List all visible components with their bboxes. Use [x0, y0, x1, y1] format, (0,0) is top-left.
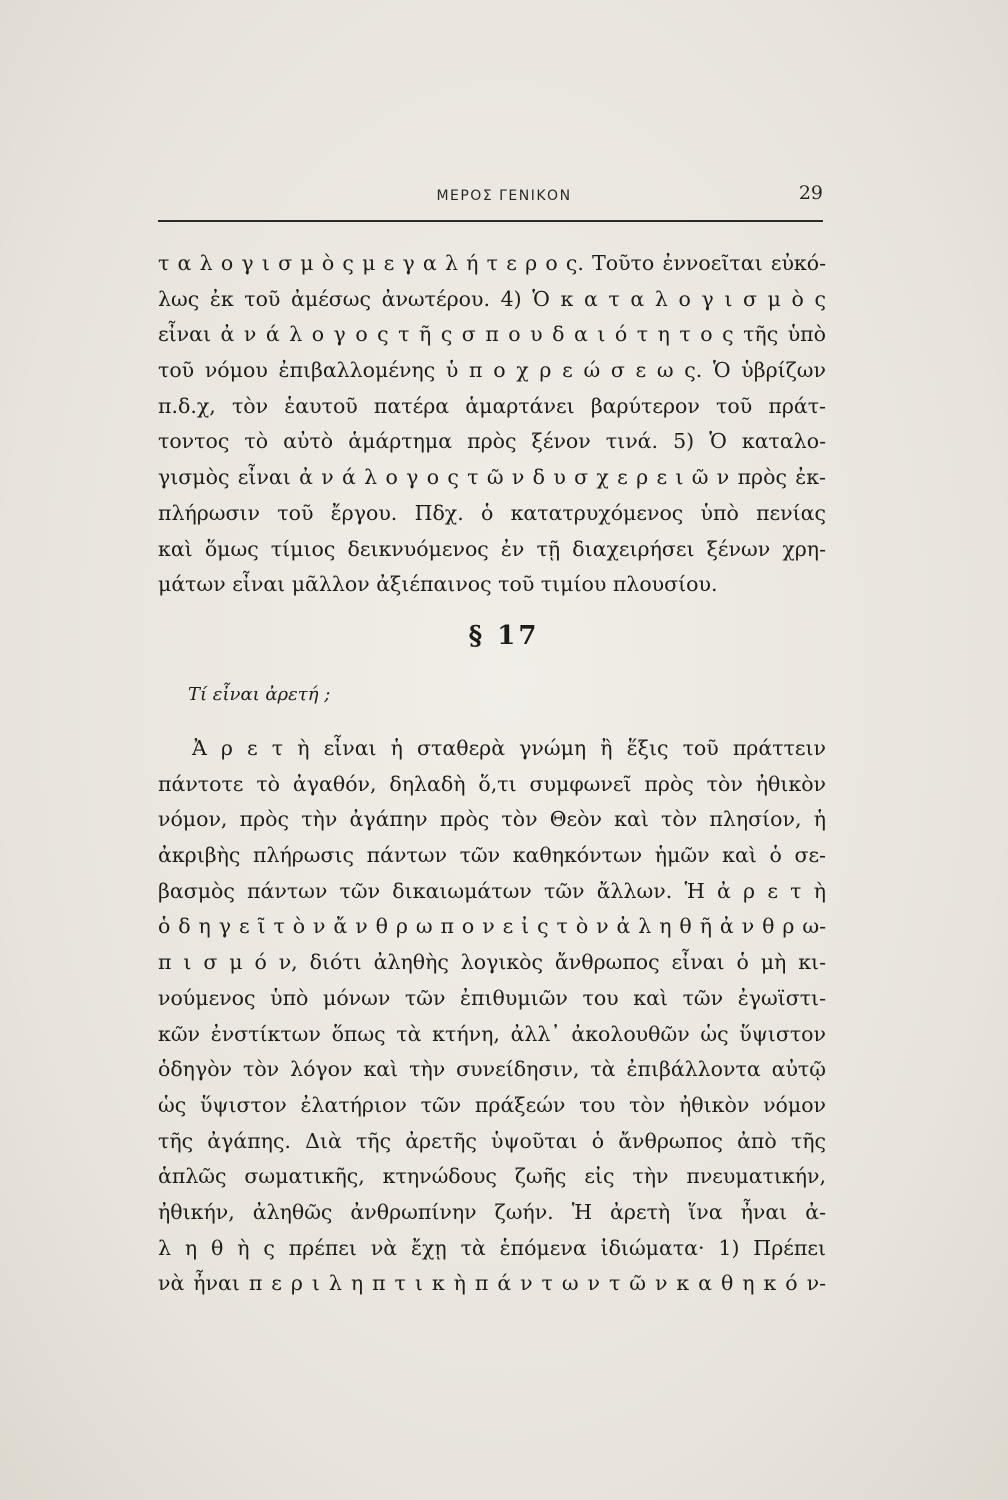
- text-line: τοντος τὸ αὐτὸ ἁμάρτημα πρὸς ξένον τινά. 5) Ὁ καταλο-: [158, 429, 826, 454]
- text-line: ὡς ὕψιστον ἐλατήριον τῶν πράξεών του τὸν ἠθικὸν νόμον: [158, 1092, 826, 1117]
- text-line: γισμὸς εἶναι ἀ ν ά λ ο γ ο ς τ ῶ ν δ υ σ χ ε ρ ε ι ῶ ν πρὸς ἐκ-: [158, 465, 826, 490]
- text-line: Ἀ ρ ε τ ὴ εἶναι ἡ σταθερὰ γνώμη ἢ ἕξις τοῦ πράττειν: [192, 736, 826, 760]
- text-line: κῶν ἐνστίκτων ὅπως τὰ κτήνη, ἀλλ᾿ ἀκολουθῶν ὡς ὕψιστον: [158, 1021, 826, 1046]
- text-line: ὁδηγὸν τὸν λόγον καὶ τὴν συνείδησιν, τὰ ἐπιβάλλοντα αὐτῷ: [158, 1057, 826, 1082]
- text-line: ἠθικήν, ἀληθῶς ἀνθρωπίνην ζωήν. Ἡ ἀρετὴ ἵνα ἦναι ἀ-: [158, 1199, 826, 1224]
- text-line: νὰ ἦναι π ε ρ ι λ η π τ ι κ ὴ π ά ν τ ω ν τ ῶ ν κ α θ η κ ό ν-: [158, 1271, 826, 1296]
- text-line: ἀκριβὴς πλήρωσις πάντων τῶν καθηκόντων ἡμῶν καὶ ὁ σε-: [158, 843, 826, 868]
- text-line: νόμον, πρὸς τὴν ἀγάπην πρὸς τὸν Θεὸν καὶ τὸν πλησίον, ἡ: [158, 807, 826, 832]
- text-line: λως ἐκ τοῦ ἀμέσως ἀνωτέρου. 4) Ὁ κ α τ α λ ο γ ι σ μ ὸ ς: [158, 286, 826, 311]
- paragraph-virtue: [158, 731, 826, 1302]
- text-line: μάτων εἶναι μᾶλλον ἀξιέπαινος τοῦ τιμίου πλουσίου.: [158, 572, 718, 597]
- text-line: ἁπλῶς σωματικῆς, κτηνώδους ζωῆς εἰς τὴν πνευματικήν,: [158, 1164, 826, 1189]
- running-header: ΜΕΡΟΣ ΓΕΝΙΚΟΝ: [436, 188, 572, 204]
- header-rule: [158, 220, 823, 222]
- text-line: τ α λ ο γ ι σ μ ὸ ς μ ε γ α λ ή τ ε ρ ο ς. Τοῦτο ἐννοεῖται εὐκό-: [158, 251, 826, 275]
- text-line: πάντοτε τὸ ἀγαθόν, δηλαδὴ ὅ,τι συμφωνεῖ πρὸς τὸν ἠθικὸν: [158, 771, 826, 796]
- section-heading: § 17: [468, 621, 540, 651]
- text-line: τῆς ἀγάπης. Διὰ τῆς ἀρετῆς ὑψοῦται ὁ ἄνθρωπος ἀπὸ τῆς: [158, 1128, 826, 1153]
- section-question: Τί εἶναι ἀρετή ;: [188, 684, 331, 705]
- text-line: λ η θ ὴ ς πρέπει νὰ ἔχῃ τὰ ἑπόμενα ἰδιώματα· 1) Πρέπει: [158, 1235, 826, 1260]
- page-number: 29: [798, 182, 823, 204]
- text-line: καὶ ὅμως τίμιος δεικνυόμενος ἐν τῇ διαχειρήσει ξένων χρη-: [158, 536, 826, 561]
- text-line: εἶναι ἀ ν ά λ ο γ ο ς τ ῆ ς σ π ο υ δ α ι ό τ η τ ο ς τῆς ὑπὸ: [158, 322, 826, 347]
- text-line: νούμενος ὑπὸ μόνων τῶν ἐπιθυμιῶν του καὶ τῶν ἐγωϊστι-: [158, 985, 826, 1010]
- text-line: πλήρωσιν τοῦ ἔργου. Πδχ. ὁ κατατρυχόμενος ὑπὸ πενίας: [158, 500, 826, 525]
- paragraph-continuation: [158, 246, 826, 603]
- text-line: π.δ.χ, τὸν ἑαυτοῦ πατέρα ἁμαρτάνει βαρύτερον τοῦ πράτ-: [158, 393, 826, 418]
- text-line: τοῦ νόμου ἐπιβαλλομένης ὑ π ο χ ρ ε ώ σ ε ω ς. Ὁ ὑβρίζων: [158, 358, 826, 383]
- text-line: βασμὸς πάντων τῶν δικαιωμάτων τῶν ἄλλων. Ἡ ἀ ρ ε τ ὴ: [158, 878, 826, 903]
- text-line: ὁ δ η γ ε ῖ τ ὸ ν ἄ ν θ ρ ω π ο ν ε ἰ ς τ ὸ ν ἀ λ η θ ῆ ἀ ν θ ρ ω-: [158, 914, 826, 939]
- text-line: π ι σ μ ό ν, διότι ἀληθὴς λογικὸς ἄνθρωπος εἶναι ὁ μὴ κι-: [158, 950, 826, 975]
